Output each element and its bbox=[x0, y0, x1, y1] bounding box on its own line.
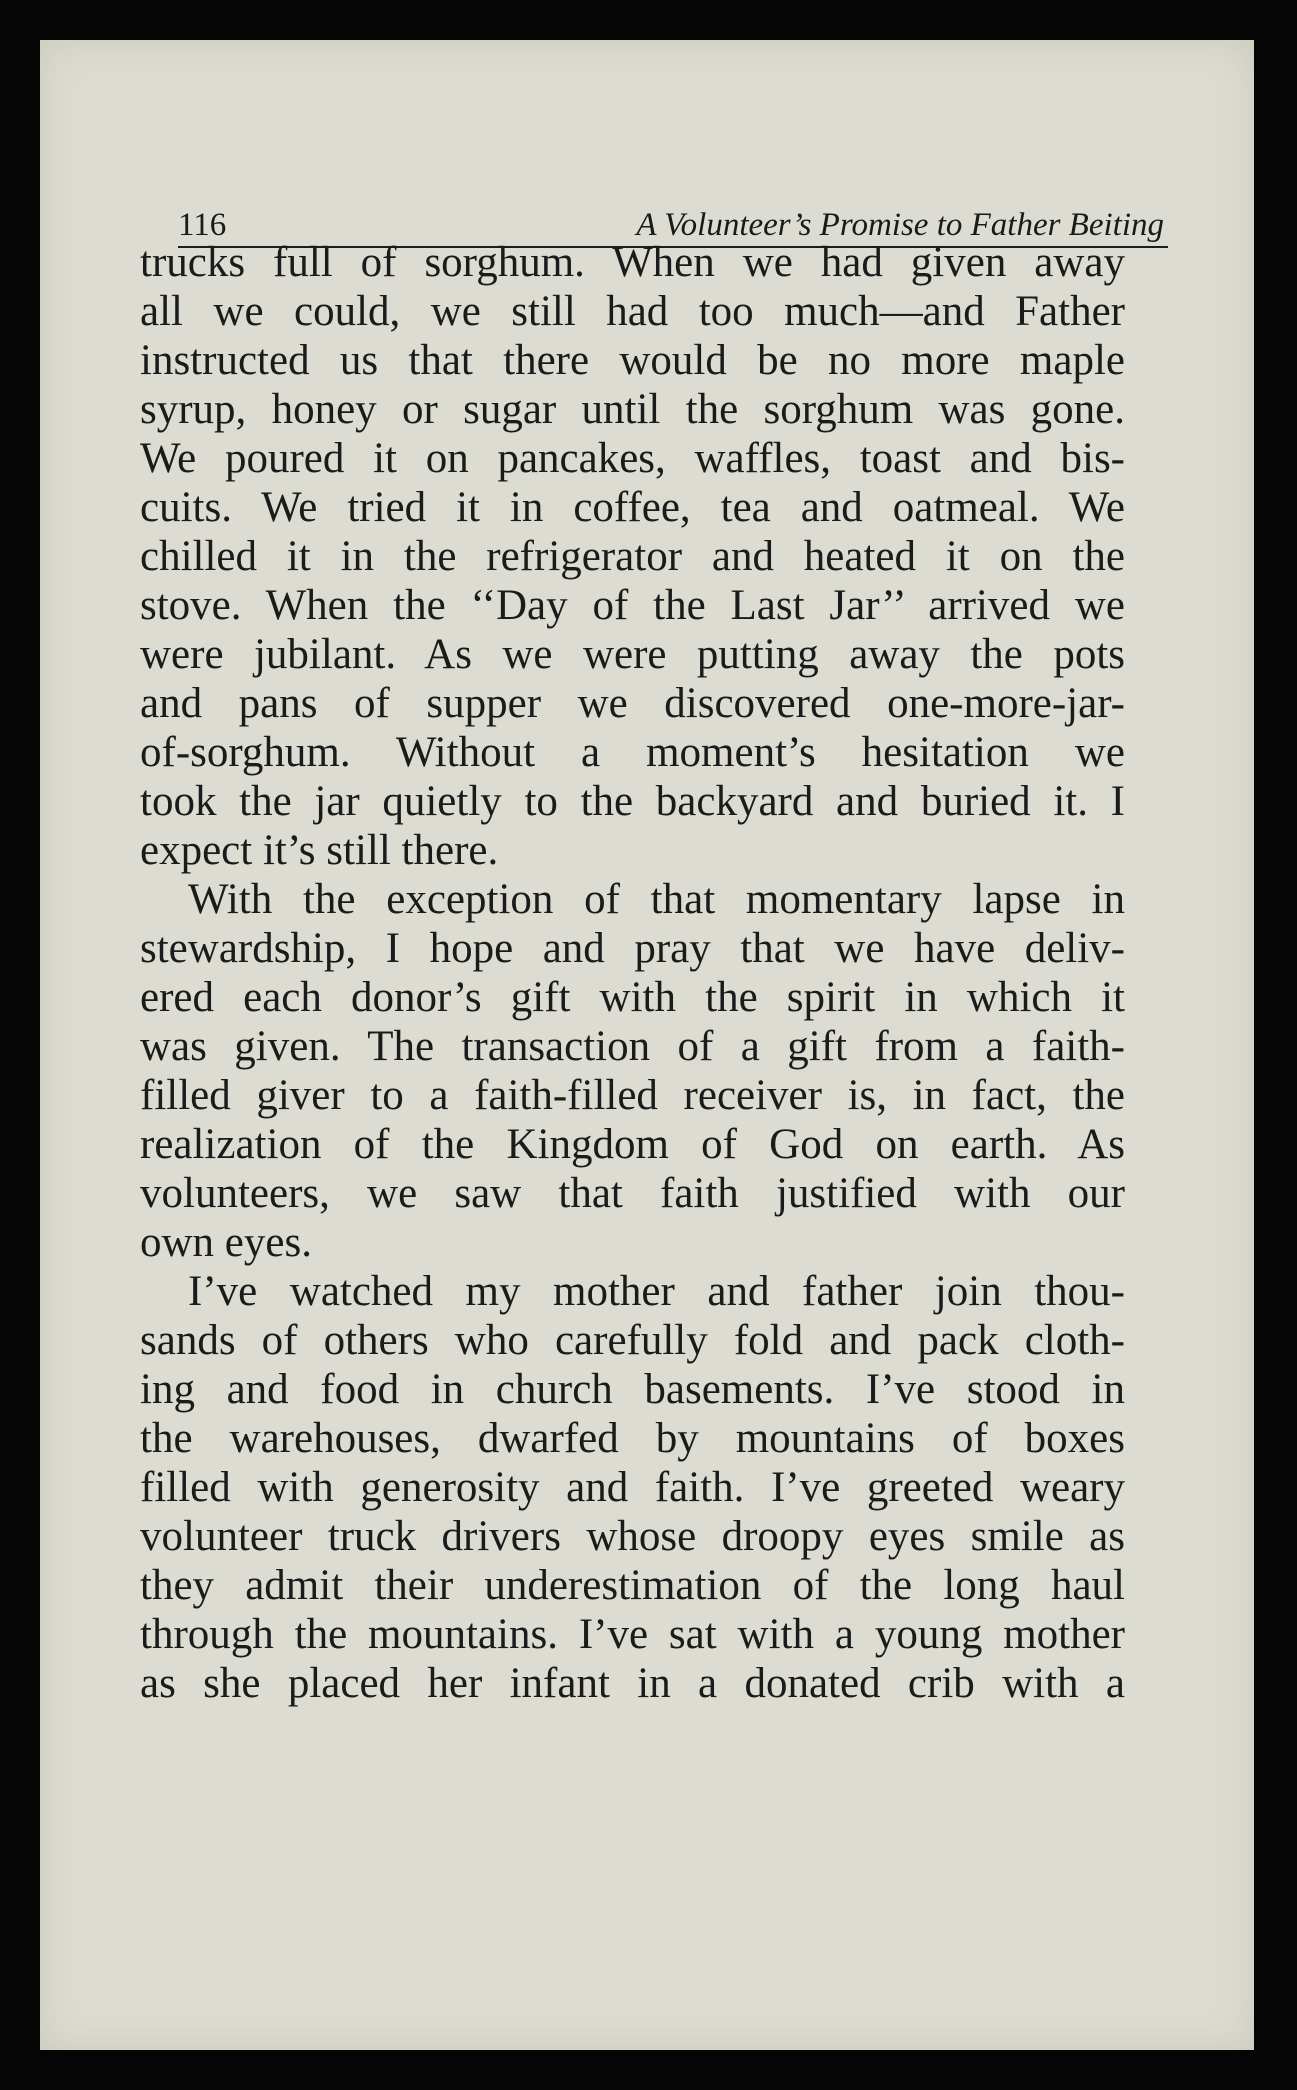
text-line: With the exception of that momentary lapse in bbox=[188, 876, 1125, 923]
text-line: syrup, honey or sugar until the sorghum was gone. bbox=[140, 386, 1125, 433]
text-line: as she placed her infant in a donated crib with a bbox=[140, 1660, 1125, 1707]
text-line: realization of the Kingdom of God on earth. As bbox=[140, 1121, 1125, 1168]
text-line: of-sorghum. Without a moment’s hesitation we bbox=[140, 729, 1125, 776]
text-line: volunteers, we saw that faith justified with our bbox=[140, 1170, 1125, 1217]
running-title: A Volunteer’s Promise to Father Beiting bbox=[636, 207, 1164, 243]
text-line: sands of others who carefully fold and pack cloth- bbox=[140, 1317, 1125, 1364]
text-line: own eyes. bbox=[140, 1219, 312, 1266]
text-line: filled with generosity and faith. I’ve greeted weary bbox=[140, 1464, 1125, 1511]
text-line: chilled it in the refrigerator and heated it on the bbox=[140, 533, 1125, 580]
text-line: ing and food in church basements. I’ve stood in bbox=[140, 1366, 1125, 1413]
body-text bbox=[140, 238, 1125, 1708]
text-line: the warehouses, dwarfed by mountains of boxes bbox=[140, 1415, 1125, 1462]
text-line: trucks full of sorghum. When we had given away bbox=[140, 239, 1125, 286]
text-line: stewardship, I hope and pray that we have deliv- bbox=[140, 925, 1125, 972]
text-line: ered each donor’s gift with the spirit in which it bbox=[140, 974, 1125, 1021]
page-number: 116 bbox=[178, 207, 227, 243]
text-line: through the mountains. I’ve sat with a young mother bbox=[140, 1611, 1125, 1658]
text-line: cuits. We tried it in coffee, tea and oatmeal. We bbox=[140, 484, 1125, 531]
text-line: I’ve watched my mother and father join thou- bbox=[188, 1268, 1125, 1315]
text-line: was given. The transaction of a gift from a faith- bbox=[140, 1023, 1125, 1070]
text-line: were jubilant. As we were putting away the pots bbox=[140, 631, 1125, 678]
text-line: and pans of supper we discovered one-more-jar- bbox=[140, 680, 1125, 727]
text-line: all we could, we still had too much—and Father bbox=[140, 288, 1125, 335]
text-line: volunteer truck drivers whose droopy eyes smile as bbox=[140, 1513, 1125, 1560]
text-line: they admit their underestimation of the long haul bbox=[140, 1562, 1125, 1609]
text-line: filled giver to a faith-filled receiver is, in fact, the bbox=[140, 1072, 1125, 1119]
text-line: expect it’s still there. bbox=[140, 827, 499, 874]
text-line: stove. When the ‘‘Day of the Last Jar’’ arrived we bbox=[140, 582, 1125, 629]
text-line: instructed us that there would be no more maple bbox=[140, 337, 1125, 384]
text-line: We poured it on pancakes, waffles, toast and bis- bbox=[140, 435, 1125, 482]
text-line: took the jar quietly to the backyard and buried it. I bbox=[140, 778, 1125, 825]
